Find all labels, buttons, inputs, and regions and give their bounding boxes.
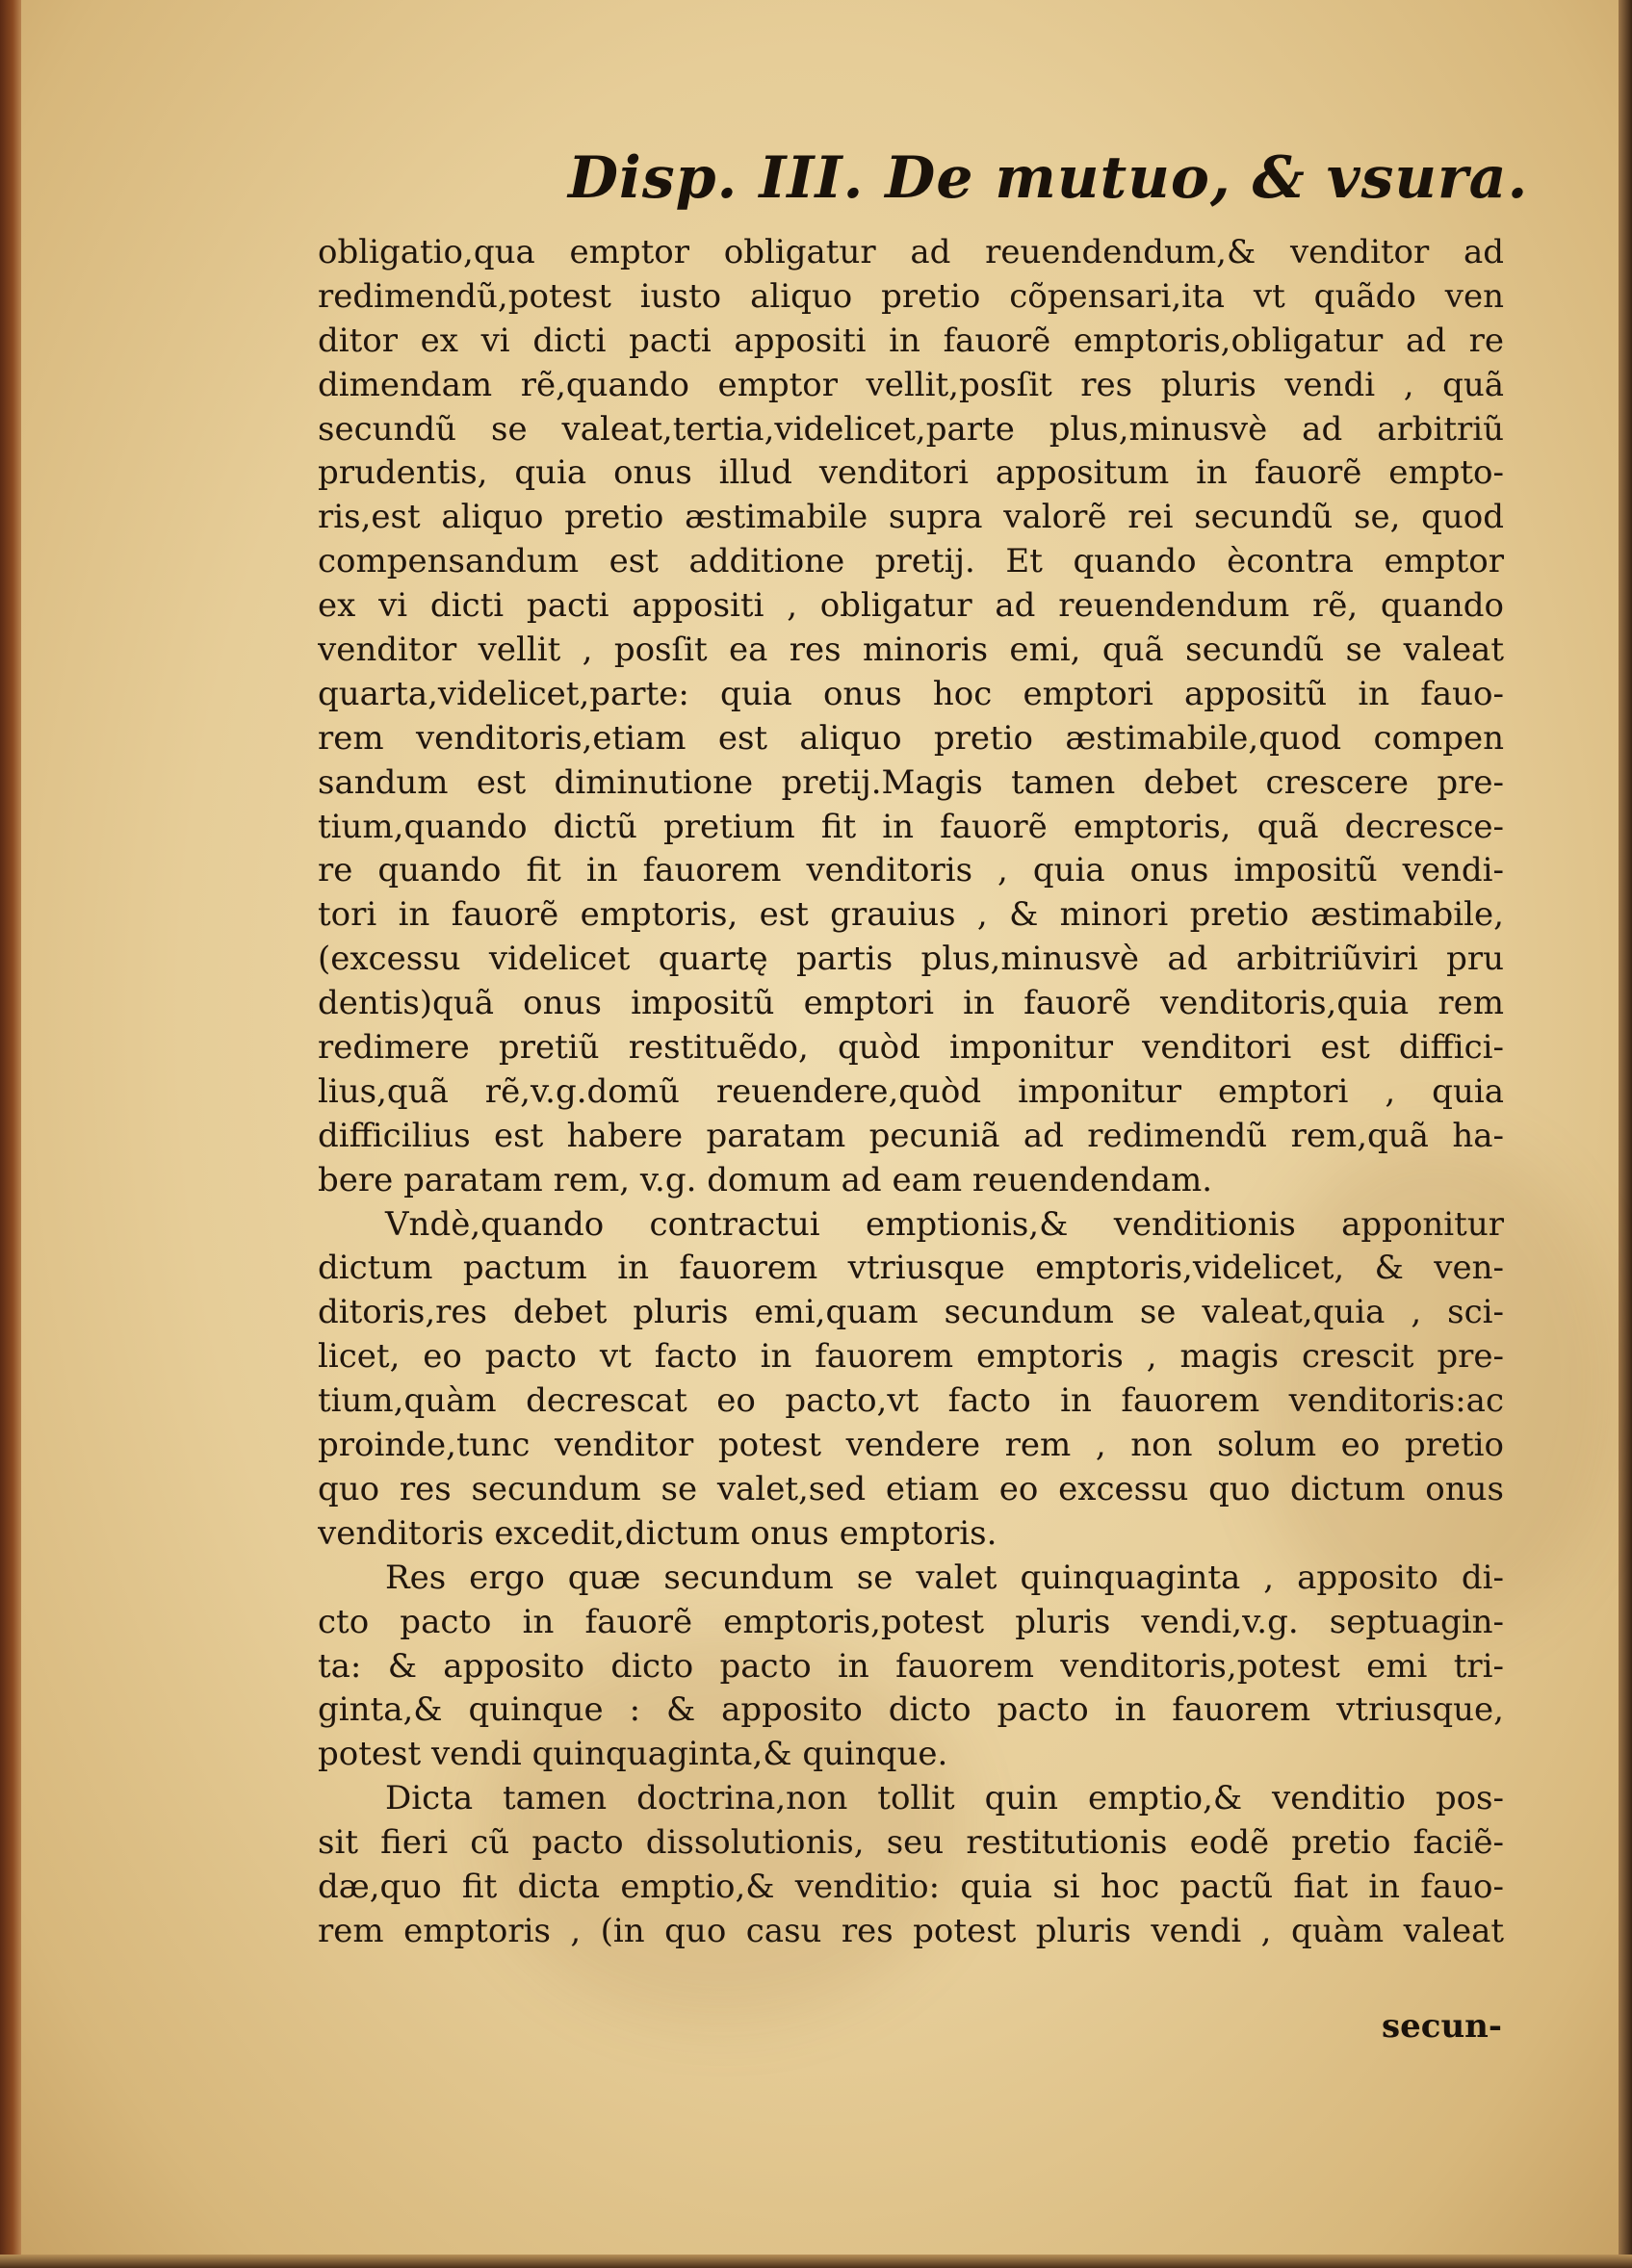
text-line: ditoris,res debet pluris emi,quam secundum se valeat,quia , sci- [318, 1293, 1504, 1332]
catchword: secun- [1381, 2007, 1502, 2046]
text-line: lius,quã rẽ,v.g.domũ reuendere,quòd imponitur emptori , quia [318, 1071, 1504, 1111]
text-line: dimendam rẽ,quando emptor vellit,posſit res pluris vendi , quã [318, 365, 1504, 404]
text-line: compensandum est additione pretij. Et quando ècontra emptor [318, 542, 1504, 581]
text-line: ris,est aliquo pretio æstimabile supra valorẽ rei secundũ se, quod [318, 498, 1504, 537]
text-line: dæ,quo fit dicta emptio,& venditio: quia si hoc pactũ fiat in fauo- [318, 1867, 1504, 1906]
text-line: proinde,tunc venditor potest vendere rem , non solum eo pretio [318, 1426, 1504, 1465]
text-line: ditor ex vi dicti pacti appositi in fauorẽ emptoris,obligatur ad re [318, 321, 1504, 360]
text-line: ex vi dicti pacti appositi , obligatur ad reuendendum rẽ, quando [318, 586, 1504, 626]
paragraph-start-line: Dicta tamen doctrina,non tollit quin emptio,& venditio pos- [385, 1779, 1504, 1818]
text-line: cto pacto in fauorẽ emptoris,potest pluris vendi,v.g. septuagin- [318, 1602, 1504, 1641]
text-line: re quando fit in fauorem venditoris , quia onus impositũ vendi- [318, 851, 1504, 890]
text-line: bere paratam rem, v.g. domum ad eam reuendendam. [318, 1160, 1213, 1199]
text-line: redimendũ,potest iusto aliquo pretio cõpensari,ita vt quãdo ven [318, 276, 1504, 316]
text-line: redimere pretiũ restituẽdo, quòd imponitur venditori est diffici- [318, 1028, 1504, 1068]
page-right-edge [1619, 0, 1632, 2268]
text-line: secundũ se valeat,tertia,videlicet,parte plus,minusvè ad arbitriũ [318, 409, 1504, 449]
book-spine-edge [0, 0, 21, 2268]
text-line: tium,quàm decrescat eo pacto,vt facto in fauorem venditoris:ac [318, 1381, 1504, 1421]
text-line: rem emptoris , (in quo casu res potest pluris vendi , quàm valeat [318, 1911, 1504, 1950]
text-line: difficilius est habere paratam pecuniã ad redimendũ rem,quã ha- [318, 1116, 1504, 1155]
running-head: Disp. III. De mutuo, & vsura. [568, 144, 1529, 212]
text-line: tori in fauorẽ emptoris, est grauius , & minori pretio æstimabile, [318, 895, 1504, 935]
text-line: ginta,& quinque : & apposito dicto pacto in fauorem vtriusque, [318, 1690, 1504, 1730]
text-line: tium,quando dictũ pretium fit in fauorẽ emptoris, quã decresce- [318, 807, 1504, 846]
page-bottom-edge [0, 2255, 1632, 2268]
text-line: obligatio,qua emptor obligatur ad reuendendum,& venditor ad [318, 233, 1504, 271]
text-line: venditor vellit , posſit ea res minoris emi, quã secundũ se valeat [318, 631, 1504, 670]
text-line: rem venditoris,etiam est aliquo pretio æstimabile,quod compen [318, 718, 1504, 758]
text-line: quo res secundum se valet,sed etiam eo excessu quo dictum onus [318, 1469, 1504, 1508]
text-line: ta: & apposito dicto pacto in fauorem venditoris,potest emi tri- [318, 1646, 1504, 1686]
paragraph-start-line: Vndè,quando contractui emptionis,& venditionis apponitur [385, 1204, 1504, 1244]
text-line: dentis)quã onus impositũ emptori in fauorẽ venditoris,quia rem [318, 984, 1504, 1023]
text-line: licet, eo pacto vt facto in fauorem emptoris , magis crescit pre- [318, 1337, 1504, 1377]
body-text [318, 231, 1504, 1954]
text-line: (excessu videlicet quartę partis plus,minusvè ad arbitriũviri pru [318, 940, 1504, 979]
text-line: venditoris excedit,dictum onus emptoris. [318, 1513, 997, 1553]
text-line: prudentis, quia onus illud venditori appositum in fauorẽ empto- [318, 453, 1504, 493]
paragraph-start-line: Res ergo quæ secundum se valet quinquaginta , apposito di- [385, 1558, 1504, 1597]
text-line: quarta,videlicet,parte: quia onus hoc emptori appositũ in fauo- [318, 674, 1504, 713]
text-line: potest vendi quinquaginta,& quinque. [318, 1735, 948, 1774]
text-line: dictum pactum in fauorem vtriusque emptoris,videlicet, & ven- [318, 1249, 1504, 1288]
text-line: sit fieri cũ pacto dissolutionis, seu restitutionis eodẽ pretio faciẽ- [318, 1823, 1504, 1863]
text-line: sandum est diminutione pretij.Magis tamen debet crescere pre- [318, 762, 1504, 802]
